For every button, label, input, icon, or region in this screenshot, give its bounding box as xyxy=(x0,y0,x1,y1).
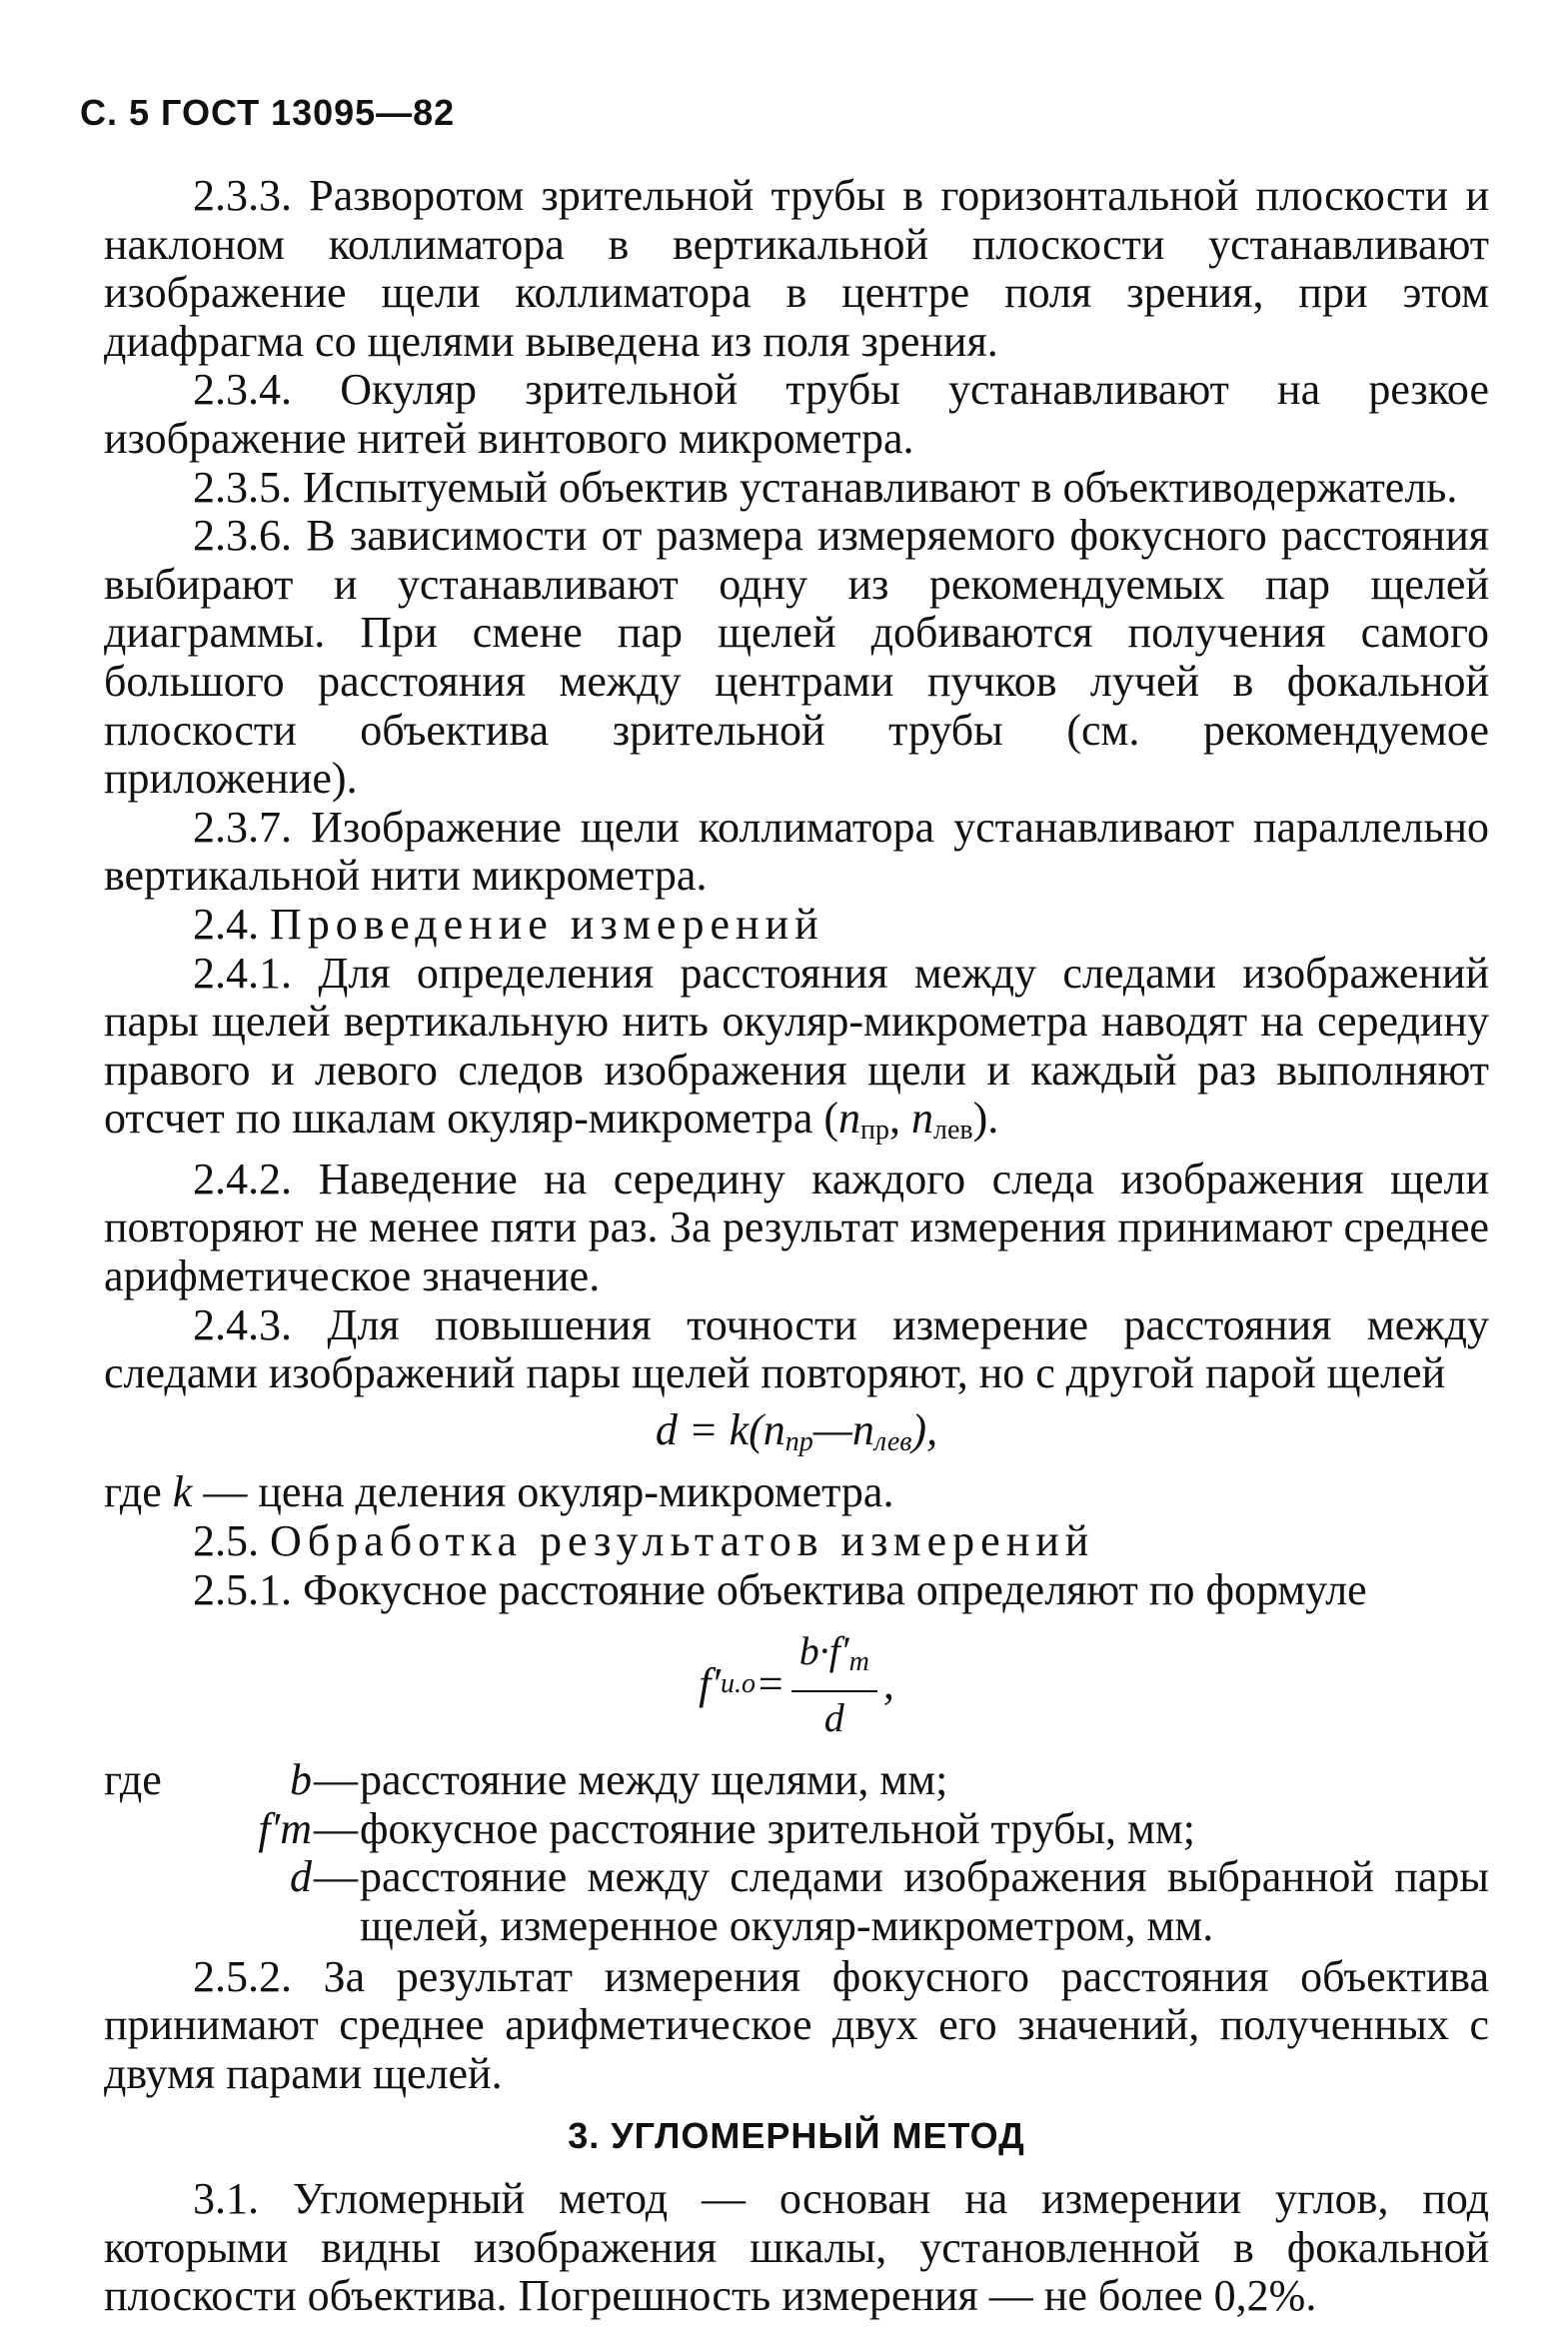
where-dash: — xyxy=(314,1755,358,1805)
separator: , xyxy=(889,1094,912,1144)
where-symbol: d xyxy=(290,1852,312,1902)
where-spacer xyxy=(104,1805,236,1854)
fraction-denominator: d xyxy=(823,1694,844,1740)
formula-subscript: пр xyxy=(784,1425,813,1457)
section-number: 2.5. xyxy=(193,1516,259,1566)
page-header: С. 5 ГОСТ 13095—82 xyxy=(80,92,456,133)
paragraph-2-4-2: 2.4.2. Наведение на середину каждого следа изображения щели повторяют не менее пяти раз. За результат измерения принимают среднее арифметическое значение. xyxy=(104,1154,1489,1301)
numerator-subscript: т xyxy=(848,1645,869,1677)
paragraph-3-1: 3.1. Угломерный метод — основан на измерении углов, под которыми видны изображения шкалы, установленной в фокальной плоскости объектива. Погрешность измерения — не более 0,2%. xyxy=(104,2173,1489,2321)
formula-subscript: лев xyxy=(873,1425,912,1457)
where-symbol: f′т xyxy=(258,1803,312,1853)
paragraph-2-3-4: 2.3.4. Окуляр зрительной трубы устанавливают на резкое изображение нитей винтового микрометра. xyxy=(104,365,1489,463)
paragraph-2-3-6: 2.3.6. В зависимости от размера измеряемого фокусного расстояния выбирают и устанавливают одну из рекомендуемых пар щелей диаграммы. При смене пар щелей добиваются получения самого большого расстояния между центрами пучков лучей в фокальной плоскости объектива зрительной трубы (см. рекомендуемое приложение). xyxy=(104,511,1489,804)
fraction-numerator xyxy=(791,1627,877,1692)
formula-distance xyxy=(104,1406,1489,1467)
paragraph-2-5-2: 2.5.2. За результат измерения фокусного расстояния объектива принимают среднее арифметическое двух его значений, полученных с двумя парами щелей. xyxy=(104,1951,1489,2098)
where-label: где xyxy=(104,1755,162,1805)
subscript-pr: пр xyxy=(860,1115,890,1147)
where-text: — цена деления окуляр-микрометра. xyxy=(192,1467,894,1517)
where-row xyxy=(104,1805,1489,1854)
where-text: фокусное расстояние зрительной трубы, мм; xyxy=(360,1803,1195,1853)
formula-part: —n xyxy=(812,1404,874,1454)
where-text: расстояние между щелями, мм; xyxy=(360,1755,948,1805)
symbol-n: n xyxy=(838,1094,861,1144)
where-text: расстояние между следами изображения выбранной пары щелей, измеренное окуляр-микрометром, мм. xyxy=(360,1852,1489,1950)
where-dash: — xyxy=(314,1852,358,1902)
where-row xyxy=(104,1756,1489,1805)
formula-part: ), xyxy=(911,1404,938,1454)
numerator-text: b·f′ xyxy=(798,1627,849,1673)
document-body xyxy=(104,172,1489,2321)
paragraph-2-3-3: 2.3.3. Разворотом зрительной трубы в горизонтальной плоскости и наклоном коллиматора в вертикальной плоскости устанавливают изображение щели коллиматора в центре поля зрения, при этом диафрагма со щелями выведена из поля зрения. xyxy=(104,171,1489,366)
symbol-n: n xyxy=(911,1094,934,1144)
section-heading-2-5 xyxy=(104,1517,1489,1566)
where-symbol: b xyxy=(290,1755,312,1805)
formula-tail: , xyxy=(882,1658,894,1708)
formula-focal-length xyxy=(104,1614,1489,1754)
section-3-title: 3. УГЛОМЕРНЫЙ МЕТОД xyxy=(568,2115,1025,2157)
paragraph-text: 2.4.1. Для определения расстояния между следами изображений пары щелей вертикальную нить окуляр-микрометра наводят на середину правого и левого следов изображения щели и каждый раз выполняют отсчет по шкалам окуляр-микрометра ( xyxy=(104,948,1489,1144)
where-list xyxy=(104,1756,1489,1950)
paragraph-2-4-3: 2.4.3. Для повышения точности измерение расстояния между следами изображений пары щелей повторяют, но с другой парой щелей xyxy=(104,1299,1489,1398)
where-dash: — xyxy=(314,1803,358,1853)
formula-lhs: f′ xyxy=(699,1658,722,1708)
paragraph-2-3-7: 2.3.7. Изображение щели коллиматора устанавливают параллельно вертикальной нити микрометра. xyxy=(104,802,1489,901)
where-label: где xyxy=(104,1467,173,1517)
formula-equals: = xyxy=(756,1658,785,1708)
where-row xyxy=(104,1853,1489,1950)
paragraph-2-5-1: 2.5.1. Фокусное расстояние объектива определяют по формуле xyxy=(193,1564,1367,1614)
section-title: Проведение измерений xyxy=(270,899,824,949)
paragraph-end: ). xyxy=(972,1094,999,1144)
where-k xyxy=(104,1468,1489,1517)
where-spacer xyxy=(104,1853,236,1950)
section-title: Обработка результатов измерений xyxy=(270,1516,1095,1566)
formula-fraction xyxy=(791,1627,877,1742)
subscript-lev: лев xyxy=(933,1115,973,1147)
paragraph-2-4-1 xyxy=(104,950,1489,1156)
formula-lhs-subscript: и.о xyxy=(721,1667,757,1699)
paragraph-2-3-5: 2.3.5. Испытуемый объектив устанавливают в объективодержатель. xyxy=(193,462,1458,512)
section-number: 2.4. xyxy=(193,899,259,949)
symbol-k: k xyxy=(172,1467,193,1517)
section-heading-2-4 xyxy=(104,901,1489,950)
formula-part: d = k(n xyxy=(655,1404,785,1454)
